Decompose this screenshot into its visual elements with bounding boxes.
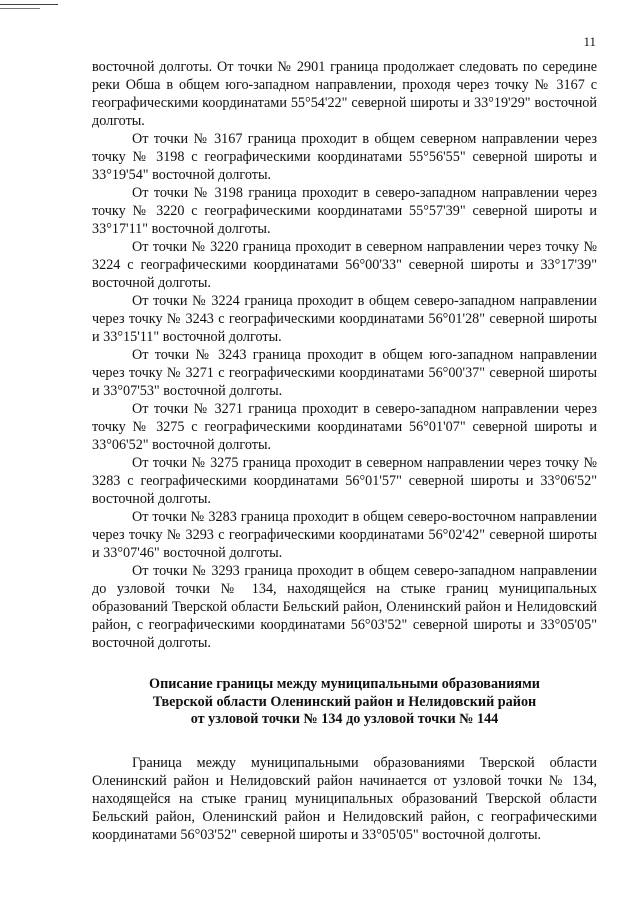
heading-line: от узловой точки № 134 до узловой точки № 144	[190, 711, 499, 727]
paragraph: От точки № 3275 граница проходит в северном направлении через точку № 3283 с географическими координатами 56°01'57" северной широты и 33°06'52" восточной долготы.	[92, 455, 597, 507]
paragraph: От точки № 3198 граница проходит в северо-западном направлении через точку № 3220 с географическими координатами 55°57'39" северной широты и 33°17'11" восточной долготы.	[92, 185, 597, 237]
scan-edge-marks	[0, 4, 60, 10]
paragraph: От точки № 3283 граница проходит в общем северо-восточном направлении через точку № 3293 с географическими координатами 56°02'42" северной широты и 33°07'46" восточной долготы.	[92, 509, 597, 561]
paragraph: От точки № 3224 граница проходит в общем северо-западном направлении через точку № 3243 с географическими координатами 56°01'28" северной широты и 33°15'11" восточной долготы.	[92, 293, 597, 345]
paragraph: От точки № 3167 граница проходит в общем северном направлении через точку № 3198 с географическими координатами 55°56'55" северной широты и 33°19'54" восточной долготы.	[92, 131, 597, 183]
paragraph: От точки № 3220 граница проходит в северном направлении через точку № 3224 с географическими координатами 56°00'33" северной широты и 33°17'39" восточной долготы.	[92, 239, 597, 291]
scan-line	[0, 4, 58, 5]
scan-line	[0, 8, 40, 9]
document-body	[92, 58, 597, 844]
paragraph: От точки № 3293 граница проходит в общем северо-западном направлении до узловой точки № 134, находящейся на стыке границ муниципальных образований Тверской области Бельский район, Оленинский район и Нелидовский район, с географическими координатами 56°03'52" северной широты и 33°05'05" восточной долготы.	[92, 563, 597, 651]
paragraph: Граница между муниципальными образованиями Тверской области Оленинский район и Нелидовский район начинается от узловой точки № 134, находящейся на стыке границ муниципальных образований Тверской области Бельский район, Оленинский район и Нелидовский район, с географическими координатами 56°03'52" северной широты и 33°05'05" восточной долготы.	[92, 754, 597, 843]
paragraph: От точки № 3243 граница проходит в общем юго-западном направлении через точку № 3271 с географическими координатами 56°00'37" северной широты и 33°07'53" восточной долготы.	[92, 347, 597, 399]
page-number: 11	[583, 34, 596, 49]
paragraph: восточной долготы. От точки № 2901 граница продолжает следовать по середине реки Обша в общем юго-западном направлении, проходя через точку № 3167 с географическими координатами 55°54'22" северной широты и 33°19'29" восточной долготы.	[92, 59, 597, 129]
section-heading	[92, 676, 597, 729]
paragraph: От точки № 3271 граница проходит в северо-западном направлении через точку № 3275 с географическими координатами 56°01'07" северной широты и 33°06'52" восточной долготы.	[92, 401, 597, 453]
heading-line: Тверской области Оленинский район и Нелидовский район	[152, 693, 537, 710]
heading-line: Описание границы между муниципальными образованиями	[149, 676, 540, 692]
